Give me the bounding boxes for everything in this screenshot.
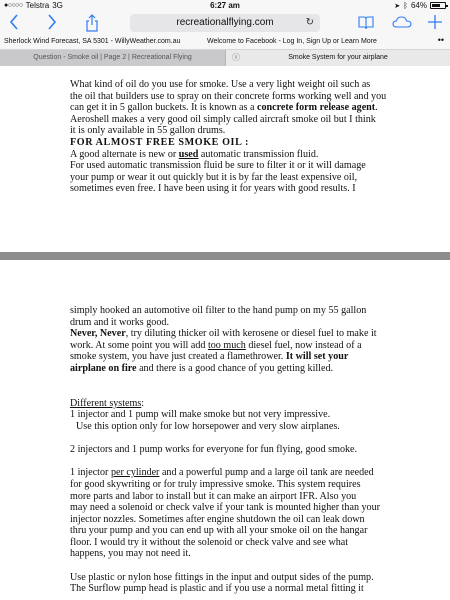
bluetooth-icon: ᛒ: [403, 1, 408, 10]
network-label: 3G: [52, 1, 63, 10]
status-bar: [0, 0, 450, 12]
text-line: can get it in 5 gallon buckets. It is known as a concrete form release agent.: [70, 102, 378, 114]
text-line: Use plastic or nylon hose fittings in the input and output sides of the pump.: [70, 571, 374, 583]
more-bookmarks-icon[interactable]: ••: [437, 35, 444, 45]
chevron-left-icon[interactable]: [6, 14, 22, 32]
text-line: more parts and labor to install but it can make an airport IFR. Also you: [70, 490, 357, 502]
text-line: floor. I would try it without the solenoid or check valve and see what: [70, 536, 349, 548]
tab-smoke-system[interactable]: [225, 50, 450, 66]
battery-icon: [430, 2, 446, 9]
text-line: simply hooked an automotive oil filter to the hand pump on my 55 gallon: [70, 305, 367, 316]
section-heading: Different systems:: [70, 397, 145, 409]
warning-emphasis: airplane on fire: [70, 362, 137, 374]
text-line: 2 injectors and 1 pump works for everyone for fun flying, good smoke.: [70, 444, 358, 456]
text-line: happens, you may not need it.: [70, 548, 191, 560]
bookmark-item[interactable]: Sherlock Wind Forecast, SA 5301 - WillyWeather.com.au: [4, 38, 181, 45]
text-line: drum and it works good.: [70, 316, 169, 328]
text-line: The Surflow pump head is plastic and if you use a normal metal fitting it: [70, 583, 364, 595]
text-line: Never, Never, try diluting thicker oil with kerosene or diesel fuel to make it: [70, 328, 377, 340]
used-emphasis: used: [178, 148, 199, 160]
document-page-2: [0, 260, 450, 600]
bookmark-item[interactable]: Welcome to Facebook - Log In, Sign Up or Learn More: [207, 38, 377, 45]
text-line: for good skywriting or for truly impressive smoke. This system requires: [70, 478, 361, 490]
tab-question-smoke-oil[interactable]: [0, 50, 225, 66]
address-bar[interactable]: [130, 14, 320, 32]
page-separator: [0, 252, 450, 260]
warning-emphasis: It will set your: [285, 351, 349, 363]
signal-strength-icon: ●○○○○: [4, 2, 23, 9]
text-line: the oil that builders use to spray on their concrete forms working well and you: [70, 90, 387, 102]
text-line: your pump or wear it out quickly but it is by far the least expensive oil,: [70, 171, 358, 183]
concrete-form-release-agent: concrete form release agent: [256, 102, 376, 114]
battery-percent: 64%: [410, 1, 427, 10]
text-line: airplane on fire and there is a good chance of you getting killed.: [70, 362, 334, 374]
carrier-label: Telstra: [25, 1, 50, 10]
plus-icon[interactable]: [426, 14, 444, 32]
page-1-text: [70, 79, 400, 195]
chevron-right-icon[interactable]: [44, 14, 60, 32]
refresh-icon[interactable]: ↻: [305, 17, 314, 28]
text-line: A good alternate is new or used automatic transmission fluid.: [70, 148, 319, 160]
bookmarks-bar: [0, 34, 450, 50]
tab-label: Smoke System for your airplane: [288, 54, 388, 61]
text-line: sometimes even free. I have been using it for years with good results. I: [70, 183, 356, 195]
location-icon: ➤: [394, 2, 401, 10]
text-line: Use this option only for low horsepower and very slow airplanes.: [76, 420, 340, 432]
text-line: 1 injector and 1 pump will make smoke but not very impressive.: [70, 409, 331, 421]
text-line: thru your pump and you can end up with all your smoke oil on the hangar: [70, 525, 368, 537]
text-line: smoke system, you have just created a flamethrower. It will set your: [70, 351, 349, 363]
text-line: work. At some point you will add too much diesel fuel, now instead of a: [70, 339, 362, 351]
never-never-emphasis: Never, Never: [70, 328, 126, 340]
too-much-emphasis: too much: [207, 339, 246, 351]
url-text: recreationalflying.com: [176, 17, 274, 28]
text-line: Aeroshell makes a very good oil simply called aircraft smoke oil but I think: [70, 113, 376, 125]
book-icon[interactable]: [358, 14, 374, 32]
clock: 6:27 am: [210, 1, 240, 10]
tab-label: Question - Smoke oil | Page 2 | Recreational Flying: [33, 54, 192, 61]
text-line: injector nozzles. Sometimes after engine shutdown the oil can leak down: [70, 513, 365, 525]
text-line: may need a solenoid or check valve if your tank is mounted higher than your: [70, 502, 381, 514]
tab-bar: [0, 50, 450, 66]
text-line: 1 injector per cylinder and a powerful pump and a large oil tank are needed: [70, 467, 374, 479]
close-tab-icon[interactable]: ⓧ: [232, 53, 240, 62]
browser-toolbar: [0, 12, 450, 34]
text-line: it is only available in 55 gallon drums.: [70, 125, 226, 137]
text-line: For used automatic transmission fluid be sure to filter it or it will damage: [70, 160, 366, 172]
cloud-icon[interactable]: [392, 14, 412, 32]
share-icon[interactable]: [84, 14, 100, 32]
document-page-1: [0, 66, 450, 252]
page-2-text: [70, 305, 400, 595]
section-heading: FOR ALMOST FREE SMOKE OIL :: [70, 136, 249, 148]
text-line: What kind of oil do you use for smoke. Use a very light weight oil such as: [70, 79, 371, 90]
per-cylinder-emphasis: per cylinder: [110, 467, 160, 479]
